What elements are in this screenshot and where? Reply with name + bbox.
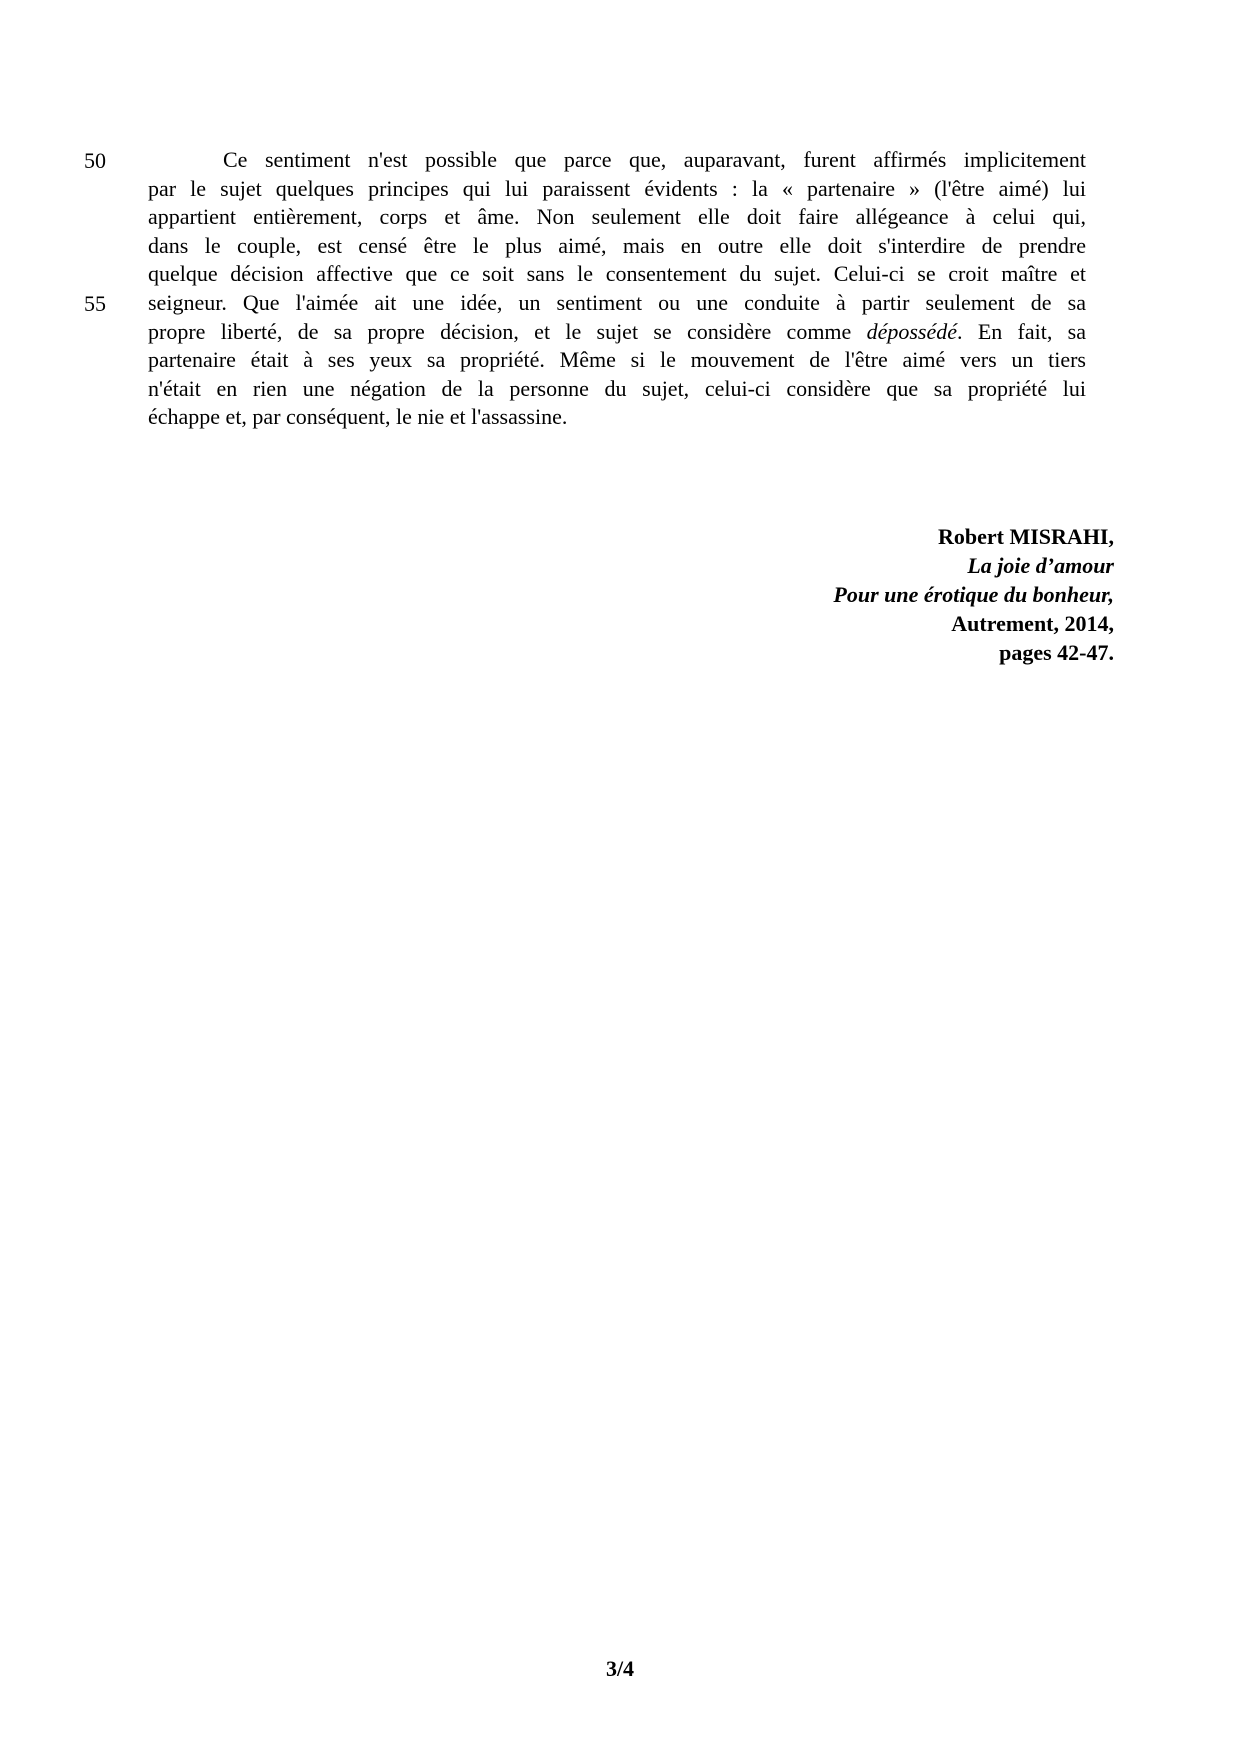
reference-subtitle: Pour une érotique du bonheur, (833, 582, 1114, 607)
reference-publisher: Autrement, 2014, (951, 611, 1114, 636)
reference-pages: pages 42-47. (999, 640, 1114, 665)
paragraph-line: dans le couple, est censé être le plus aimé, mais en outre elle doit s'interdire de prendre (148, 232, 1086, 258)
paragraph-line: n'était en rien une négation de la personne du sujet, celui-ci considère que sa propriété lui (148, 375, 1086, 401)
paragraph-line: Ce sentiment n'est possible que parce que, auparavant, furent affirmés implicitement (223, 147, 1086, 172)
line-number-50: 50 (84, 148, 106, 173)
paragraph-line (148, 318, 1086, 347)
paragraph-line: échappe et, par conséquent, le nie et l'assassine. (148, 404, 568, 430)
line7-before: propre liberté, de sa propre décision, et le sujet se considère comme (148, 318, 852, 344)
paragraph-line: appartient entièrement, corps et âme. Non seulement elle doit faire allégeance à celui qui, (148, 204, 1086, 230)
paragraph-line: par le sujet quelques principes qui lui paraissent évidents : la « partenaire » (l'être aimé) lui (148, 175, 1086, 201)
reference-author: Robert MISRAHI, (938, 524, 1114, 549)
paragraph-line: partenaire était à ses yeux sa propriété. Même si le mouvement de l'être aimé vers un tiers (148, 347, 1086, 373)
line7-after: . En fait, sa (957, 318, 1086, 344)
emphasis-depossede: dépossédé (866, 318, 958, 344)
reference-title: La joie d’amour (967, 553, 1114, 578)
line-number-55: 55 (84, 291, 106, 316)
paragraph (148, 146, 1086, 432)
reference (833, 522, 1114, 667)
paragraph-line: quelque décision affective que ce soit sans le consentement du sujet. Celui-ci se croit maître et (148, 261, 1086, 287)
paragraph-line: seigneur. Que l'aimée ait une idée, un sentiment ou une conduite à partir seulement de sa (148, 289, 1086, 315)
page-number: 3/4 (605, 1656, 635, 1681)
